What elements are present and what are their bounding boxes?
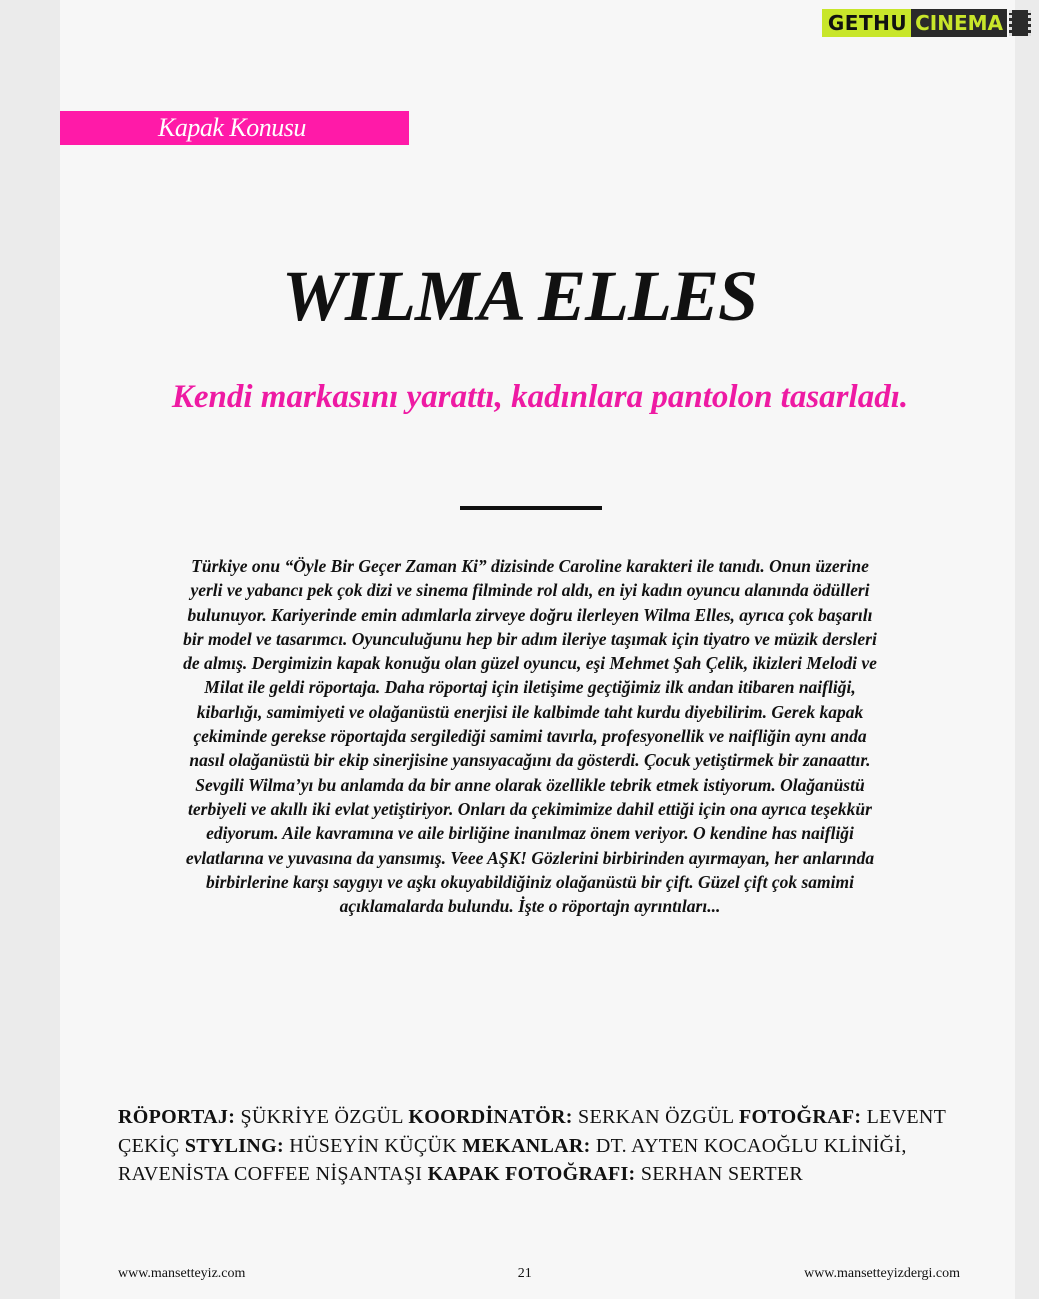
credit-label: FOTOĞRAF: bbox=[738, 1106, 862, 1128]
credit-label: MEKANLAR: bbox=[462, 1134, 591, 1157]
film-strip-icon bbox=[1009, 10, 1031, 36]
credit-value: LEVENT ÇEKİÇ bbox=[118, 1106, 946, 1157]
page-number: 21 bbox=[517, 1266, 532, 1281]
credit-label: RÖPORTAJ: bbox=[118, 1106, 236, 1128]
section-tag-label: Kapak Konusu bbox=[158, 113, 306, 142]
watermark-text-2: CINEMA bbox=[911, 9, 1007, 37]
section-tag bbox=[60, 111, 409, 145]
credit-label: KOORDİNATÖR: bbox=[408, 1106, 573, 1128]
article-subtitle: Kendi markasını yarattı, kadınlara pantolon tasarladı. bbox=[171, 379, 909, 415]
watermark-logo bbox=[822, 6, 1031, 40]
credit-value: SERKAN ÖZGÜL bbox=[572, 1106, 739, 1128]
credit-value: HÜSEYİN KÜÇÜK bbox=[283, 1134, 463, 1157]
footer-left-url: www.mansetteyiz.com bbox=[118, 1266, 246, 1281]
credit-value: ŞÜKRİYE ÖZGÜL bbox=[235, 1106, 409, 1128]
divider-rule bbox=[460, 506, 602, 510]
credit-label: KAPAK FOTOĞRAFI: bbox=[427, 1163, 636, 1185]
watermark-text-1: GETHU bbox=[822, 9, 911, 37]
credit-value: DT. AYTEN KOCAOĞLU KLİNİĞİ, RAVENİSTA COFFEE NİŞANTAŞI bbox=[118, 1134, 907, 1185]
article-title: WILMA ELLES bbox=[281, 256, 758, 336]
credit-value: SERHAN SERTER bbox=[635, 1163, 803, 1185]
credit-label: STYLING: bbox=[184, 1134, 284, 1157]
credits-block bbox=[118, 1103, 958, 1189]
article-intro: Türkiye onu “Öyle Bir Geçer Zaman Ki” dizisinde Caroline karakteri ile tanıdı. Onun üzerine yerli ve yabancı pek çok dizi ve sinema filminde rol aldı, en iyi kadın oyuncu alanında ödülleri bulunuyor. Kariyerinde emin adımlarla zirveye doğru ilerleyen Wilma Elles, ayrıca çok başarılı bir model ve tasarımcı. Oyunculuğunu hep bir adım ileriye taşımak için tiyatro ve müzik dersleri de almış. Dergimizin kapak konuğu olan güzel oyuncu, eşi Mehmet Şah Çelik, ikizleri Melodi ve Milat ile geldi röportaja. Daha röportaj için iletişime geçtiğimiz ilk andan itibaren naifliği, kibarlığı, samimiyeti ve olağanüstü enerjisi ile kalbimde taht kurdu diyebilirim. Gerek kapak çekiminde gerekse röportajda sergilediği samimi tavırla, profesyonellik ve naifliğin aynı anda nasıl olağanüstü bir ekip sinerjisine yansıyacağını da gösterdi. Çocuk yetiştirmek bir zanaattır. Sevgili Wilma’yı bu anlamda da bir anne olarak özellikle tebrik etmek istiyorum. Olağanüstü terbiyeli ve akıllı iki evlat yetiştiriyor. Onları da çekimimize dahil ettiği için ona ayrıca teşekkür ediyorum. Aile kavramına ve aile birliğine inanılmaz önem veriyor. O kendine has naifliği evlatlarına ve yuvasına da yansımış. Veee AŞK! Gözlerini birbirinden ayırmayan, her anlarında birbirlerine karşı saygıyı ve aşkı okuyabildiğiniz olağanüstü bir çift. Güzel çift çok samimi açıklamalarda bulundu. İşte o röportajn ayrıntıları... bbox=[183, 556, 877, 917]
footer-right-url: www.mansetteyizdergi.com bbox=[804, 1266, 960, 1281]
page-footer bbox=[118, 1266, 960, 1282]
